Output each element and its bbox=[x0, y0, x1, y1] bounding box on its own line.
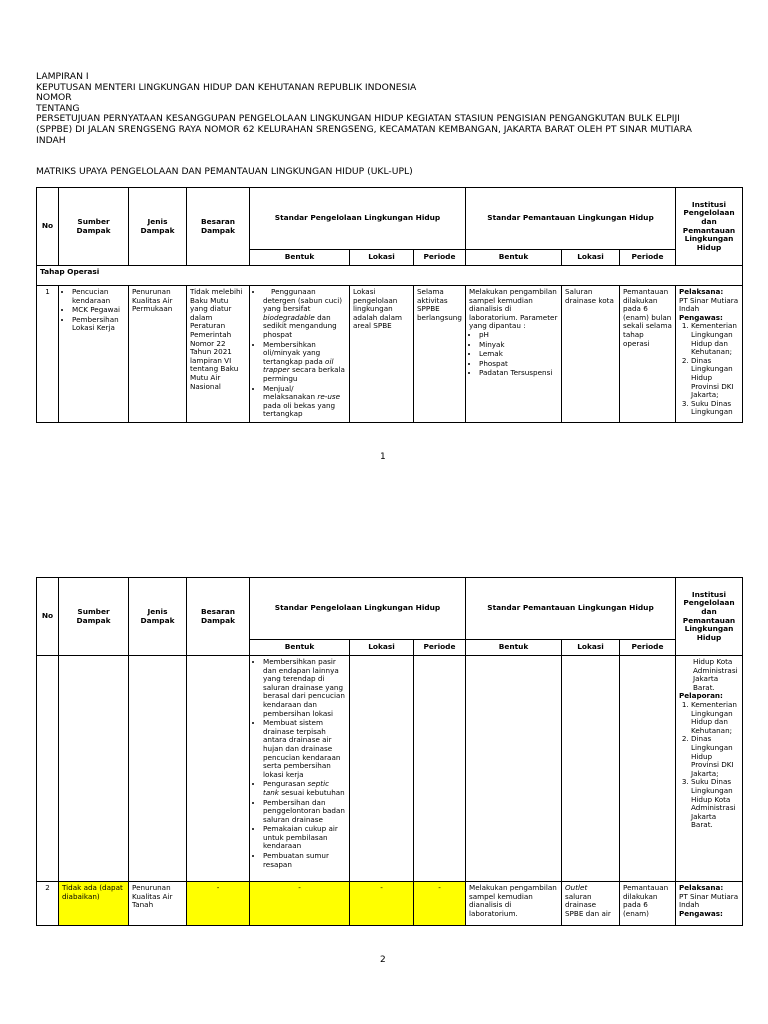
list-item: • Pengurasan septic tank sesuai kebutuhan bbox=[263, 780, 346, 797]
ukl-upl-table-page-1 bbox=[36, 187, 743, 423]
persetujuan-text: PERSETUJUAN PERNYATAAN KESANGGUPAN PENGELOLAAN LINGKUNGAN HIDUP KEGIATAN STASIUN PENGISIAN PENGANGKUTAN BULK ELPIJI (SPPBE) DI JALAN SRENGSENG RAYA NOMOR 62 KELURAHAN SRENGSENG, KECAMATAN KEMBANGAN, JAKARTA BARAT OLEH PT SINAR MUTIARA INDAH bbox=[36, 113, 692, 146]
col-sumber-dampak: Sumber Dampak bbox=[59, 578, 129, 656]
col-institusi: Institusi Pengelolaan dan Pemantauan Lingkungan Hidup bbox=[676, 188, 743, 266]
col-bentuk-pengelolaan: Bentuk bbox=[250, 250, 350, 266]
lokasi-pemantauan-cell: Saluran drainase kota bbox=[562, 286, 620, 423]
matrix-title: MATRIKS UPAYA PENGELOLAAN DAN PEMANTAUAN LINGKUNGAN HIDUP (UKL-UPL) bbox=[36, 166, 413, 177]
table-row bbox=[37, 882, 743, 926]
col-periode-pengelolaan: Periode bbox=[414, 250, 466, 266]
col-besaran-dampak: Besaran Dampak bbox=[187, 578, 250, 656]
col-standar-pengelolaan: Standar Pengelolaan Lingkungan Hidup bbox=[250, 188, 466, 250]
bentuk-pengelolaan-cell: - bbox=[250, 882, 350, 926]
list-item: • Membuat sistem drainase terpisah antara drainase air hujan dan drainase pencucian kendaraan serta pembersihan lokasi kerja bbox=[263, 719, 346, 779]
col-periode-pemantauan: Periode bbox=[620, 640, 676, 656]
bentuk-pengelolaan-cell bbox=[250, 286, 350, 423]
list-item: 3. Suku Dinas Lingkungan Hidup Kota Administrasi Jakarta Barat. bbox=[691, 778, 739, 830]
col-standar-pengelolaan: Standar Pengelolaan Lingkungan Hidup bbox=[250, 578, 466, 640]
col-standar-pemantauan: Standar Pemantauan Lingkungan Hidup bbox=[466, 188, 676, 250]
list-item: • Phospat bbox=[479, 360, 558, 369]
list-item: • Penggunaan detergen (sabun cuci) yang bersifat biodegradable dan sedikit mengandung phospat bbox=[263, 288, 346, 340]
bentuk-pemantauan-cell: Melakukan pengambilan sampel kemudian dianalisis di laboratorium. bbox=[466, 882, 562, 926]
institusi-cell: Hidup Kota Administrasi Jakarta Barat. Pelaporan: 1. Kementerian Lingkungan Hidup dan Kehutanan; 2. Dinas Lingkungan Hidup Provinsi DKI Jakarta; 3. Suku Dinas Lingkungan Hidup Kota Administrasi Jakarta Barat. bbox=[676, 656, 743, 882]
list-item: • Pencucian kendaraan bbox=[72, 288, 125, 305]
sumber-dampak-cell bbox=[59, 286, 129, 423]
list-item: • Pembersihan Lokasi Kerja bbox=[72, 316, 125, 333]
periode-pemantauan-cell: Pemantauan dilakukan pada 6 (enam) bbox=[620, 882, 676, 926]
periode-pengelolaan-cell: - bbox=[414, 882, 466, 926]
table-row bbox=[37, 286, 743, 423]
tentang-label: TENTANG bbox=[36, 102, 80, 114]
col-no: No bbox=[37, 578, 59, 656]
page-number: 2 bbox=[380, 955, 386, 965]
col-institusi: Institusi Pengelolaan dan Pemantauan Lingkungan Hidup bbox=[676, 578, 743, 656]
col-jenis-dampak: Jenis Dampak bbox=[129, 188, 187, 266]
lampiran-label: LAMPIRAN I bbox=[36, 71, 89, 82]
list-item: 1. Kementerian Lingkungan Hidup dan Kehutanan; bbox=[691, 701, 739, 735]
lokasi-pengelolaan-cell: Lokasi pengelolaan lingkungan adalah dalam areal SPBE bbox=[350, 286, 414, 423]
lokasi-pemantauan-cell: Outlet saluran drainase SPBE dan air bbox=[562, 882, 620, 926]
jenis-dampak-cell: Penurunan Kualitas Air Permukaan bbox=[129, 286, 187, 423]
list-item: 3. Suku Dinas Lingkungan bbox=[691, 400, 739, 417]
col-standar-pemantauan: Standar Pemantauan Lingkungan Hidup bbox=[466, 578, 676, 640]
list-item: • Pembersihan dan penggelontoran badan saluran drainase bbox=[263, 799, 346, 825]
list-item: • Membersihkan oli/minyak yang tertangkap pada oil trapper secara berkala permingu bbox=[263, 341, 346, 384]
bentuk-pemantauan-cell: Melakukan pengambilan sampel kemudian dianalisis di laboratorium. Parameter yang dipantau : • pH • Minyak • Lemak • Phospat • Padatan Tersuspensi bbox=[466, 286, 562, 423]
stage-label: Tahap Operasi bbox=[37, 266, 743, 286]
table-row bbox=[37, 656, 743, 882]
col-lokasi-pengelolaan: Lokasi bbox=[350, 250, 414, 266]
page-number: 1 bbox=[380, 452, 386, 462]
col-bentuk-pemantauan: Bentuk bbox=[466, 250, 562, 266]
row-number: 1 bbox=[37, 286, 59, 423]
besaran-dampak-cell: - bbox=[187, 882, 250, 926]
jenis-dampak-cell: Penurunan Kualitas Air Tanah bbox=[129, 882, 187, 926]
list-item: • pH bbox=[479, 331, 558, 340]
sumber-dampak-cell: Tidak ada (dapat diabaikan) bbox=[59, 882, 129, 926]
ukl-upl-table-page-2 bbox=[36, 577, 743, 926]
document-header bbox=[36, 72, 716, 146]
list-item: • Padatan Tersuspensi bbox=[479, 369, 558, 378]
institusi-cell: Pelaksana: PT Sinar Mutiara Indah Pengawas: bbox=[676, 882, 743, 926]
list-item: • Lemak bbox=[479, 350, 558, 359]
col-lokasi-pengelolaan: Lokasi bbox=[350, 640, 414, 656]
col-sumber-dampak: Sumber Dampak bbox=[59, 188, 129, 266]
list-item: 1. Kementerian Lingkungan Hidup dan Kehutanan; bbox=[691, 322, 739, 356]
list-item: • Minyak bbox=[479, 341, 558, 350]
list-item: • Membersihkan pasir dan endapan lainnya yang terendap di saluran drainase yang berasal dari pencucian kendaraan dan pembersihan lokasi bbox=[263, 658, 346, 718]
document-page-1 bbox=[0, 0, 768, 510]
col-no: No bbox=[37, 188, 59, 266]
nomor-label: NOMOR bbox=[36, 92, 72, 104]
col-besaran-dampak: Besaran Dampak bbox=[187, 188, 250, 266]
keputusan-title: KEPUTUSAN MENTERI LINGKUNGAN HIDUP DAN KEHUTANAN REPUBLIK INDONESIA bbox=[36, 81, 417, 93]
col-periode-pemantauan: Periode bbox=[620, 250, 676, 266]
lokasi-pengelolaan-cell: - bbox=[350, 882, 414, 926]
col-jenis-dampak: Jenis Dampak bbox=[129, 578, 187, 656]
col-lokasi-pemantauan: Lokasi bbox=[562, 640, 620, 656]
col-periode-pengelolaan: Periode bbox=[414, 640, 466, 656]
besaran-dampak-cell: Tidak melebihi Baku Mutu yang diatur dalam Peraturan Pemerintah Nomor 22 Tahun 2021 lampiran VI tentang Baku Mutu Air Nasional bbox=[187, 286, 250, 423]
list-item: 2. Dinas Lingkungan Hidup Provinsi DKI Jakarta; bbox=[691, 357, 739, 400]
list-item: • MCK Pegawai bbox=[72, 306, 125, 315]
list-item: • Menjual/ melaksanakan re-use pada oli bekas yang tertangkap bbox=[263, 385, 346, 419]
col-bentuk-pengelolaan: Bentuk bbox=[250, 640, 350, 656]
periode-pemantauan-cell: Pemantauan dilakukan pada 6 (enam) bulan sekali selama tahap operasi bbox=[620, 286, 676, 423]
list-item: 2. Dinas Lingkungan Hidup Provinsi DKI Jakarta; bbox=[691, 735, 739, 778]
list-item: • Pemakaian cukup air untuk pembilasan kendaraan bbox=[263, 825, 346, 851]
list-item: • Pembuatan sumur resapan bbox=[263, 852, 346, 869]
col-bentuk-pemantauan: Bentuk bbox=[466, 640, 562, 656]
row-number: 2 bbox=[37, 882, 59, 926]
periode-pengelolaan-cell: Selama aktivitas SPPBE berlangsung bbox=[414, 286, 466, 423]
col-lokasi-pemantauan: Lokasi bbox=[562, 250, 620, 266]
bentuk-pengelolaan-cell bbox=[250, 656, 350, 882]
institusi-cell: Pelaksana: PT Sinar Mutiara Indah Pengawas: 1. Kementerian Lingkungan Hidup dan Kehutanan; 2. Dinas Lingkungan Hidup Provinsi DKI Jakarta; 3. Suku Dinas Lingkungan bbox=[676, 286, 743, 423]
